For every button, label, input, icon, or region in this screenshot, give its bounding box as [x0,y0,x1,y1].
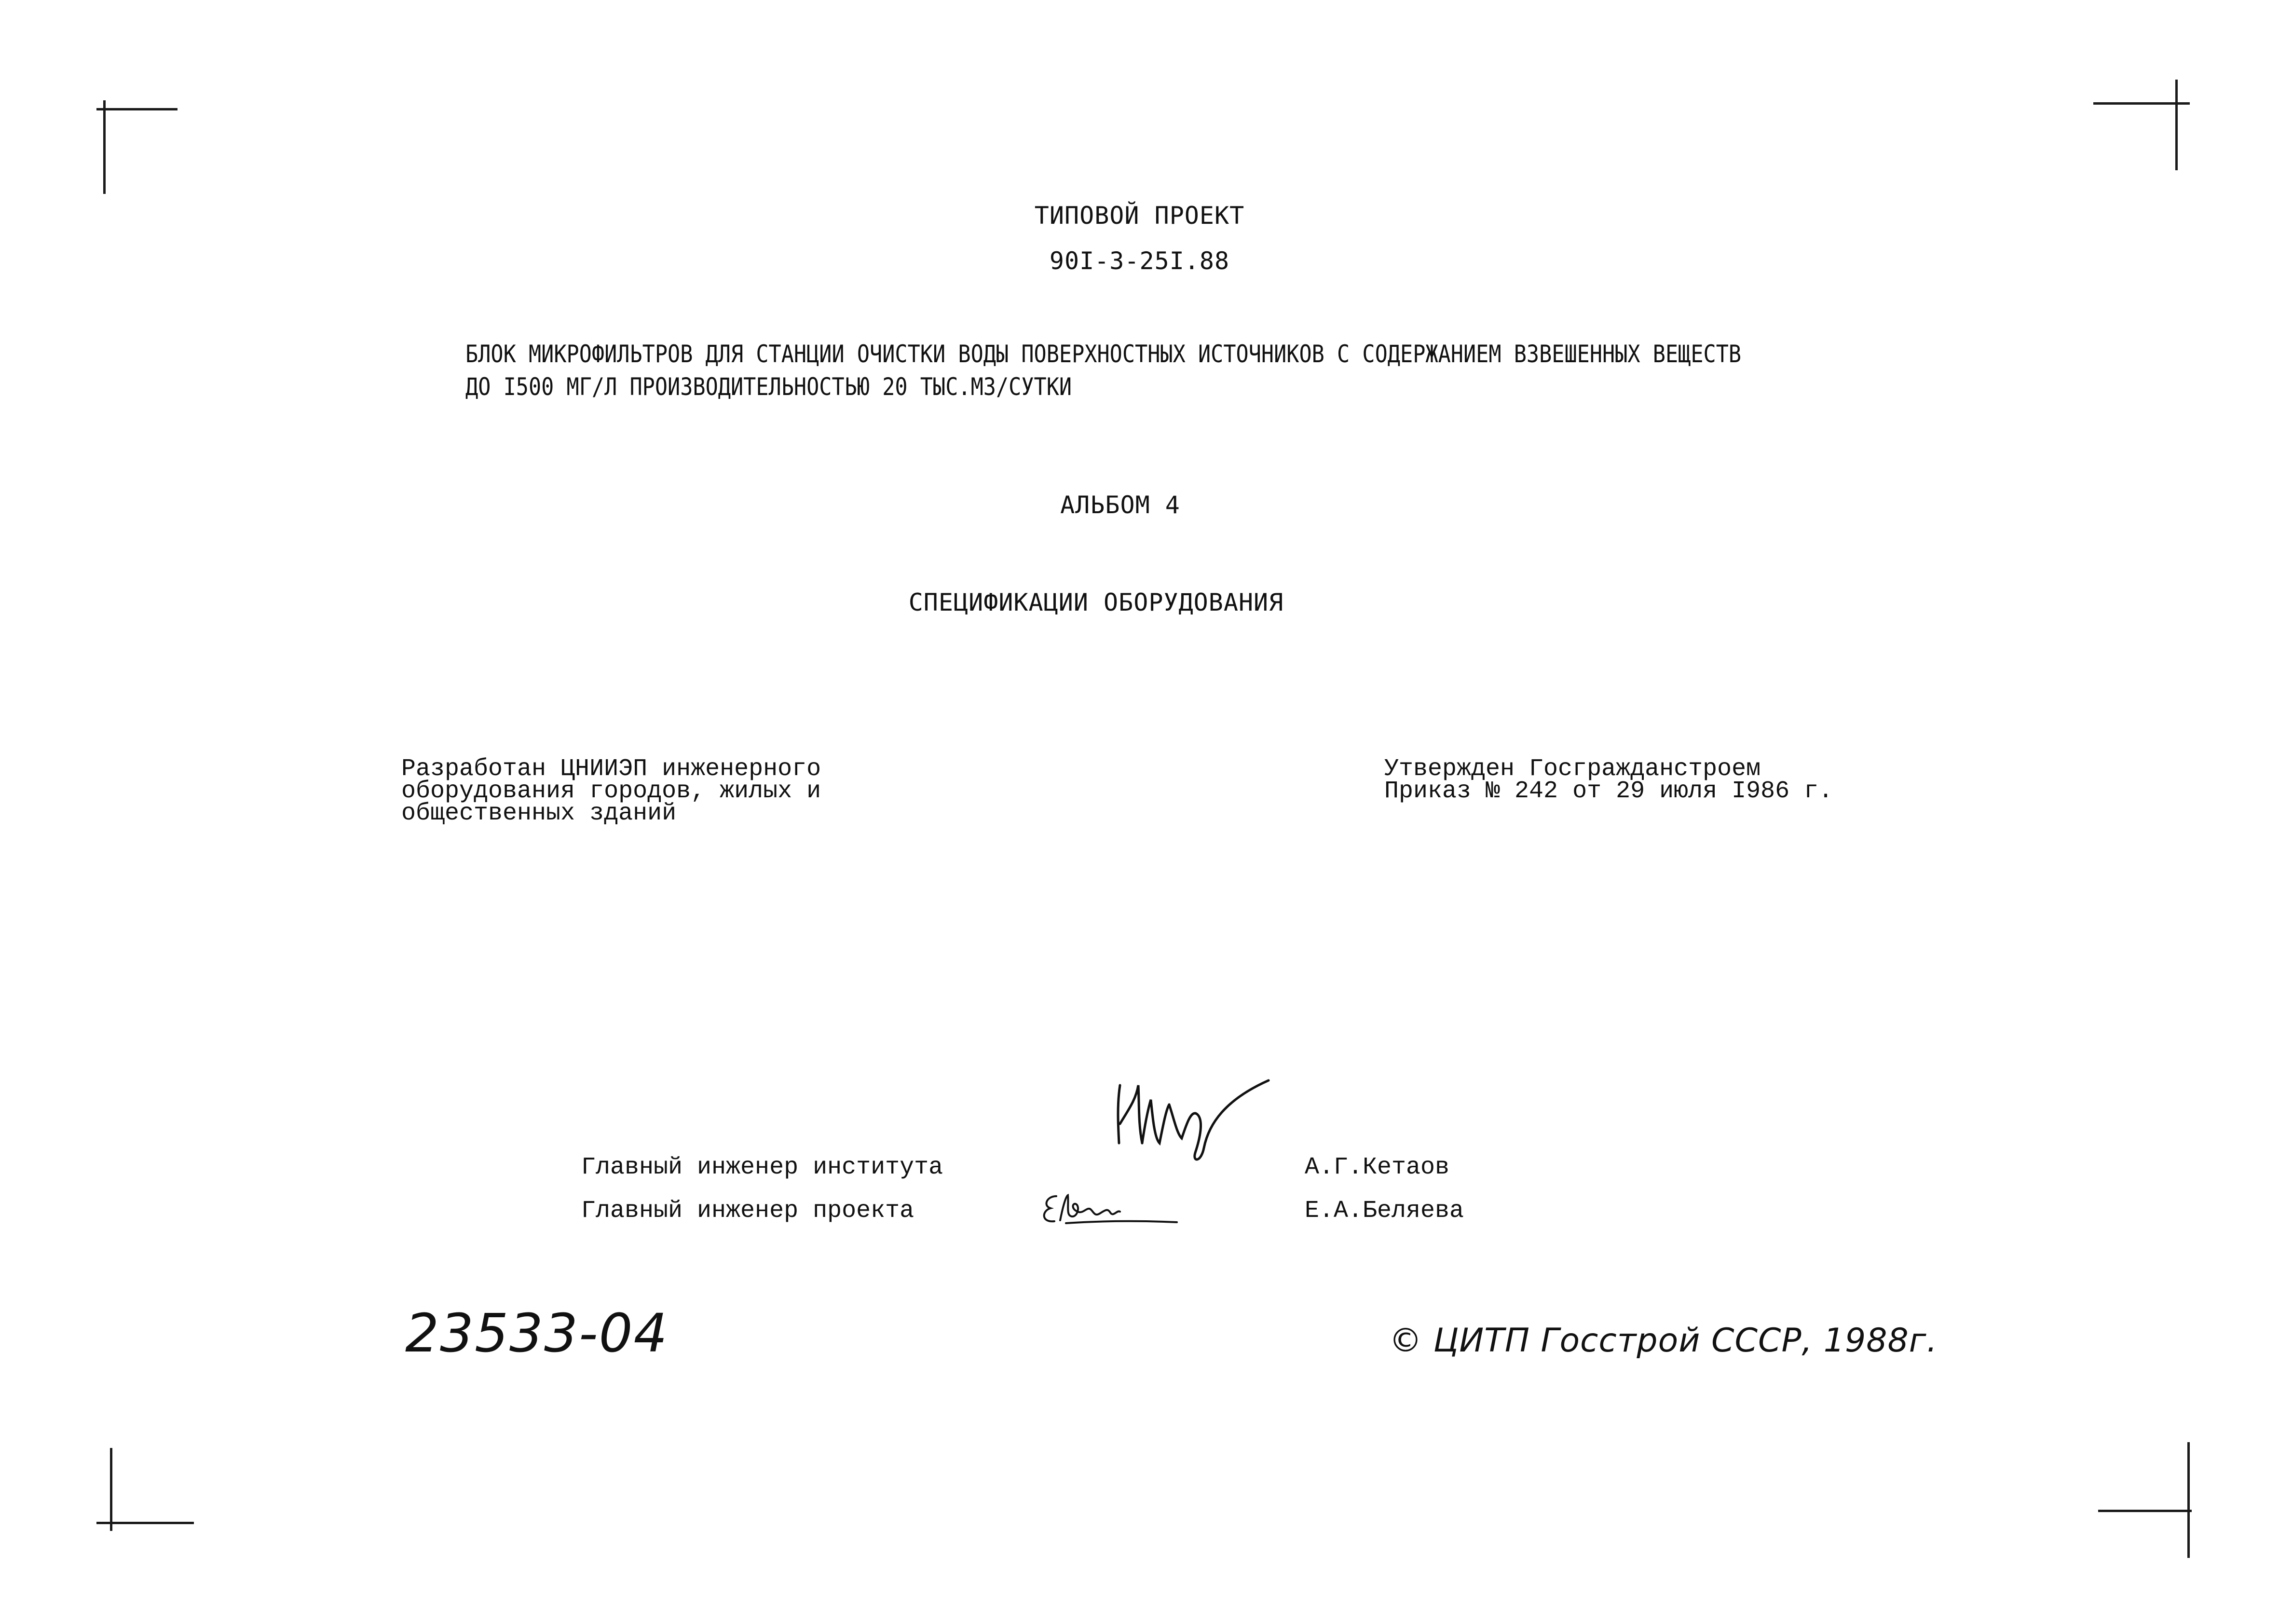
album-label: АЛЬБОМ 4 [1060,491,1180,519]
developed-by [401,755,821,827]
project-type-heading: ТИПОВОЙ ПРОЕКТ [1034,202,1245,230]
project-number: 90I-3-25I.88 [1049,247,1230,275]
chief-engineer-institute-name: А.Г.Кетаов [1305,1154,1450,1181]
document-title [465,338,1741,403]
section-title: СПЕЦИФИКАЦИИ ОБОРУДОВАНИЯ [908,588,1284,616]
developed-by-line-3: общественных зданий [401,800,677,827]
chief-engineer-project-name: Е.А.Беляева [1305,1197,1464,1225]
chief-engineer-project-role: Главный инженер проекта [581,1197,914,1225]
signature-project [1037,1187,1182,1230]
approved-by [1384,755,1833,805]
inventory-number: 23533-04 [405,1302,669,1364]
document-title-line-1: БЛОК МИКРОФИЛЬТРОВ ДЛЯ СТАНЦИИ ОЧИСТКИ ВОДЫ ПОВЕРХНОСТНЫХ ИСТОЧНИКОВ С СОДЕРЖАНИЕМ ВЗВЕШЕННЫХ ВЕЩЕСТВ [465,340,1742,368]
copyright-stamp: © ЦИТП Госстрой СССР, 1988г. [1389,1322,1938,1360]
approved-by-line-2: Приказ № 242 от 29 июля I986 г. [1384,778,1833,805]
document-title-line-2: ДО I500 МГ/Л ПРОИЗВОДИТЕЛЬНОСТЬЮ 20 ТЫС.М3/СУТКИ [465,373,1072,401]
developed-by-line-2: оборудования городов, жилых и [401,778,821,805]
approved-by-line-1: Утвержден Госгражданстроем [1384,755,1761,783]
signature-institute [1109,1071,1283,1167]
developed-by-line-1: Разработан ЦНИИЭП инженерного [401,755,821,783]
chief-engineer-institute-role: Главный инженер института [581,1154,943,1181]
